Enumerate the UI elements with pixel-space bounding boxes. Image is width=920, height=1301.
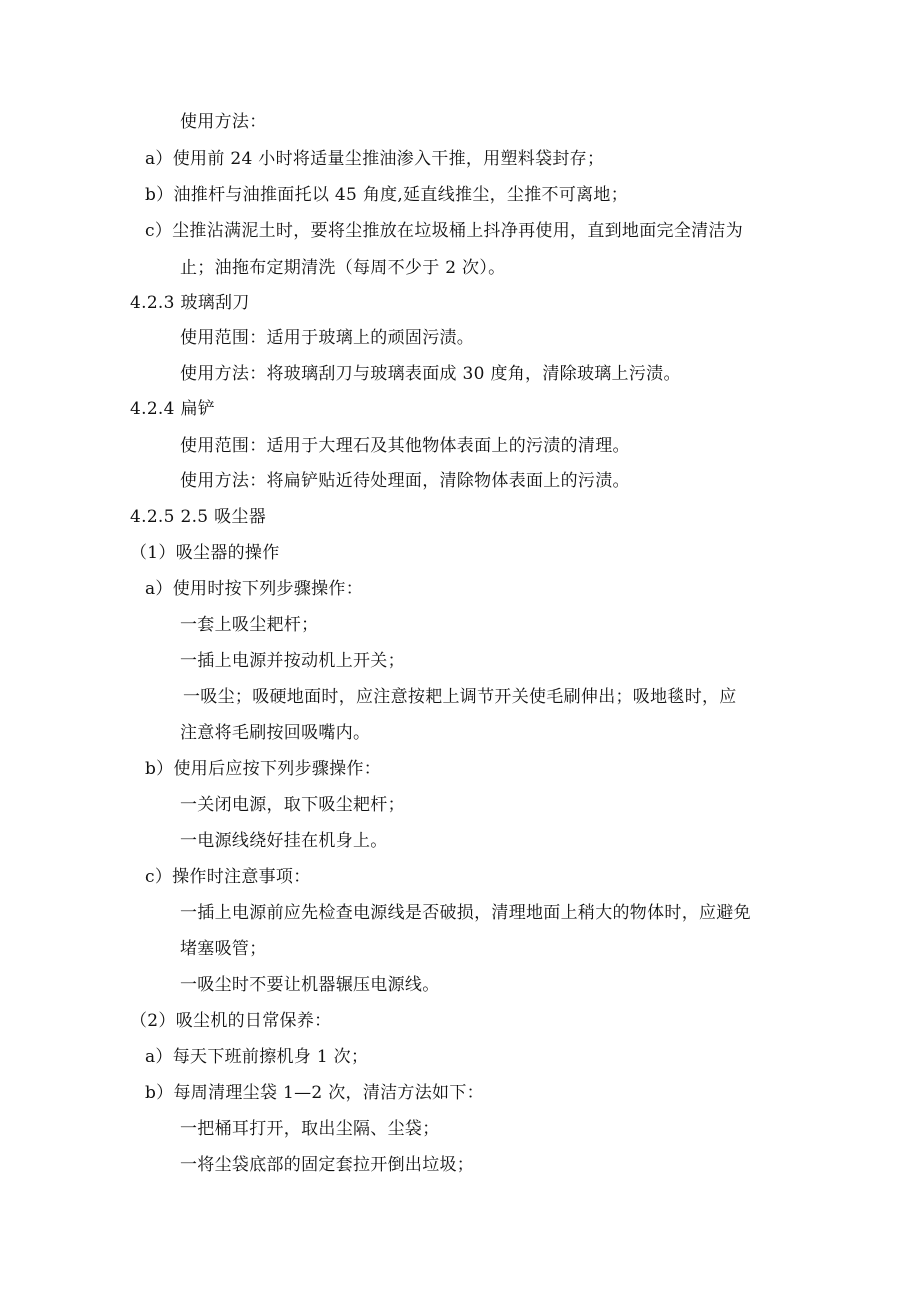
- section-heading: 4.2.5 2.5 吸尘器: [130, 507, 266, 527]
- text-line: 一套上吸尘耙杆；: [180, 615, 319, 635]
- text-line: 一插上电源并按动机上开关；: [180, 651, 405, 671]
- subsection-heading: （2）吸尘机的日常保养：: [130, 1011, 332, 1031]
- text-line: a）使用前 24 小时将适量尘推油渗入干推，用塑料袋封存；: [145, 149, 605, 169]
- text-line: b）每周清理尘袋 1—2 次，清洁方法如下：: [145, 1083, 484, 1103]
- text-line: 使用方法：将扁铲贴近待处理面，清除物体表面上的污渍。: [180, 471, 630, 491]
- text-line: 一将尘袋底部的固定套拉开倒出垃圾；: [180, 1155, 475, 1175]
- text-line: a）使用时按下列步骤操作：: [145, 579, 364, 599]
- text-line: 注意将毛刷按回吸嘴内。: [180, 723, 371, 743]
- text-line: 使用方法：: [180, 112, 267, 132]
- text-line: 一关闭电源，取下吸尘耙杆；: [180, 795, 405, 815]
- text-line: c）尘推沾满泥土时，要将尘推放在垃圾桶上抖净再使用，直到地面完全清洁为: [145, 221, 744, 241]
- text-line: 使用方法：将玻璃刮刀与玻璃表面成 30 度角，清除玻璃上污渍。: [180, 364, 681, 384]
- text-line: 一吸尘；吸硬地面时，应注意按耙上调节开关使毛刷伸出；吸地毯时，应: [183, 687, 737, 707]
- text-line: 堵塞吸管；: [180, 939, 267, 959]
- text-line: a）每天下班前擦机身 1 次；: [145, 1047, 369, 1067]
- text-line: 一插上电源前应先检查电源线是否破损，清理地面上稍大的物体时，应避免: [180, 903, 751, 923]
- text-line: 使用范围：适用于玻璃上的顽固污渍。: [180, 328, 475, 348]
- text-line: 使用范围：适用于大理石及其他物体表面上的污渍的清理。: [180, 436, 630, 456]
- section-heading: 4.2.3 玻璃刮刀: [130, 293, 250, 313]
- section-heading: 4.2.4 扁铲: [130, 399, 216, 419]
- text-line: 止；油拖布定期清洗（每周不少于 2 次）。: [180, 258, 506, 278]
- text-line: 一电源线绕好挂在机身上。: [180, 831, 388, 851]
- text-line: c）操作时注意事项：: [145, 867, 311, 887]
- subsection-heading: （1）吸尘器的操作: [130, 543, 280, 563]
- text-line: b）使用后应按下列步骤操作：: [145, 759, 382, 779]
- text-line: 一吸尘时不要让机器辗压电源线。: [180, 975, 440, 995]
- text-line: b）油推杆与油推面托以 45 角度,延直线推尘，尘推不可离地；: [145, 185, 629, 205]
- text-line: 一把桶耳打开，取出尘隔、尘袋；: [180, 1119, 440, 1139]
